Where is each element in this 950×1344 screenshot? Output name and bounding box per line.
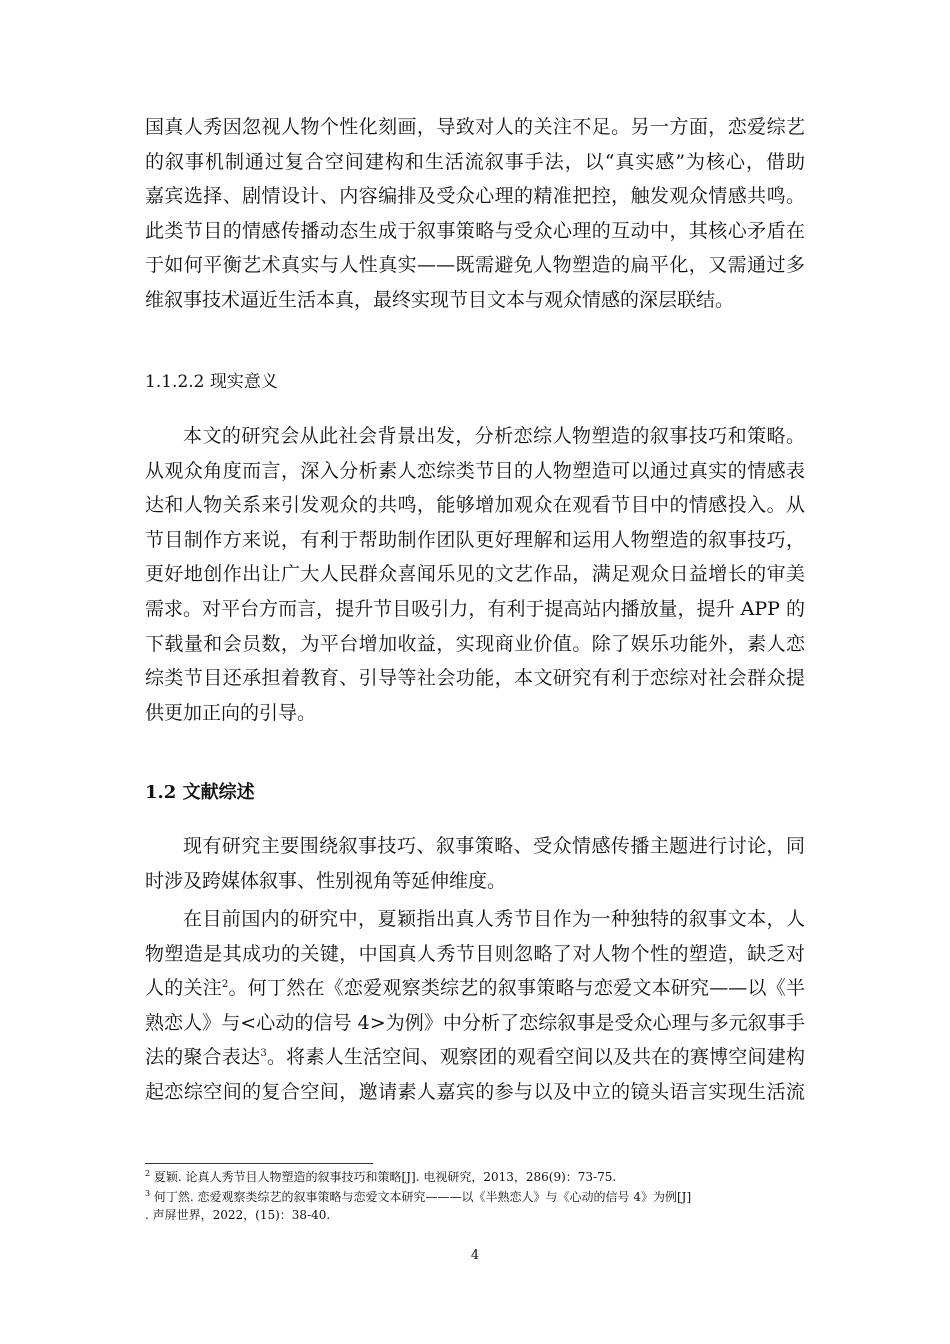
text-line: 供更加正向的引导。	[145, 701, 317, 724]
text-line: 于如何平衡艺术真实与人性真实——既需避免人物塑造的扁平化，又需通过多	[145, 254, 805, 277]
section-heading-1-1-2-2: 1.1.2.2 现实意义	[145, 372, 278, 392]
text-line: 节目制作方来说，有利于帮助制作团队更好理解和运用人物塑造的叙事技巧，	[145, 528, 805, 551]
body-paragraph-3	[145, 829, 805, 898]
footnote-ref-2[interactable]: 2	[221, 979, 229, 991]
text-line: 国真人秀因忽视人物个性化刻画，导致对人的关注不足。另一方面，恋爱综艺	[145, 116, 805, 138]
footnote-number: 3	[145, 1189, 151, 1198]
text-line: 本文的研究会从此社会背景出发，分析恋综人物塑造的叙事技巧和策略。	[183, 425, 805, 447]
text-line: 从观众角度而言，深入分析素人恋综类节目的人物塑造可以通过真实的情感表	[145, 459, 805, 482]
text-line: 需求。对平台方而言，提升节目吸引力，有利于提高站内播放量，提升 APP 的	[145, 597, 805, 620]
text-run: 。将素人生活空间、观察团的观看空间以及共在的赛博空间建构	[266, 1046, 805, 1069]
text-line: 嘉宾选择、剧情设计、内容编排及受众心理的精准把控，触发观众情感共鸣。	[145, 185, 805, 208]
text-line: 时涉及跨媒体叙事、性别视角等延伸维度。	[145, 869, 507, 892]
text-line: 起恋综空间的复合空间，邀请素人嘉宾的参与以及中立的镜头语言实现生活流	[145, 1080, 805, 1103]
text-line: 维叙事技术逼近生活本真，最终实现节目文本与观众情感的深层联结。	[145, 288, 735, 311]
text-line: 下载量和会员数，为平台增加收益，实现商业价值。除了娱乐功能外，素人恋	[145, 632, 805, 655]
text-line	[145, 971, 805, 1006]
text-line: 此类节目的情感传播动态生成于叙事策略与受众心理的互动中，其核心矛盾在	[145, 219, 805, 242]
body-paragraph-1	[145, 110, 805, 318]
text-line: 更好地创作出让广大人民群众喜闻乐见的文艺作品，满足观众日益增长的审美	[145, 563, 805, 586]
text-line: 的叙事机制通过复合空间建构和生活流叙事手法，以“真实感”为核心，借助	[145, 150, 805, 173]
footnote-text: 夏颖. 论真人秀节目人物塑造的叙事技巧和策略[J]. 电视研究，2013，286(9)：73-75.	[153, 1170, 617, 1184]
footnote-line: . 声屏世界，2022，(15)：38-40.	[145, 1208, 331, 1222]
footnote-divider	[145, 1163, 373, 1164]
section-heading-1-2: 1.2 文献综述	[145, 782, 255, 803]
footnote-3	[145, 1188, 805, 1224]
text-run: 人的关注	[145, 977, 222, 1000]
page-number: 4	[470, 1248, 480, 1263]
footnote-number: 2	[145, 1169, 151, 1178]
text-line: 物塑造是其成功的关键，中国真人秀节目则忽略了对人物个性的塑造，缺乏对	[145, 942, 805, 965]
body-paragraph-2	[145, 419, 805, 730]
text-line: 熟恋人》与<心动的信号 4>为例》中分析了恋综叙事是受众心理与多元叙事手	[145, 1011, 805, 1034]
text-line: 综类节目还承担着教育、引导等社会功能，本文研究有利于恋综对社会群众提	[145, 667, 805, 690]
footnote-line	[145, 1168, 805, 1186]
text-line: 达和人物关系来引发观众的共鸣，能够增加观众在观看节目中的情感投入。从	[145, 494, 805, 517]
text-run: 。何丁然在《恋爱观察类综艺的叙事策略与恋爱文本研究——以《半	[228, 977, 805, 1000]
footnote-ref-3[interactable]: 3	[260, 1048, 267, 1060]
text-line: 现有研究主要围绕叙事技巧、叙事策略、受众情感传播主题进行讨论，同	[183, 835, 805, 857]
body-paragraph-4	[145, 902, 805, 1110]
text-line	[145, 1040, 805, 1075]
text-run: 法的聚合表达	[145, 1046, 261, 1069]
footnote-2	[145, 1168, 805, 1186]
footnote-text: 何丁然. 恋爱观察类综艺的叙事策略与恋爱文本研究———以《半熟恋人》与《心动的信号 4》为例[J]	[153, 1190, 692, 1204]
footnote-line	[145, 1188, 805, 1206]
text-line: 在目前国内的研究中，夏颖指出真人秀节目作为一种独特的叙事文本，人	[183, 908, 805, 930]
